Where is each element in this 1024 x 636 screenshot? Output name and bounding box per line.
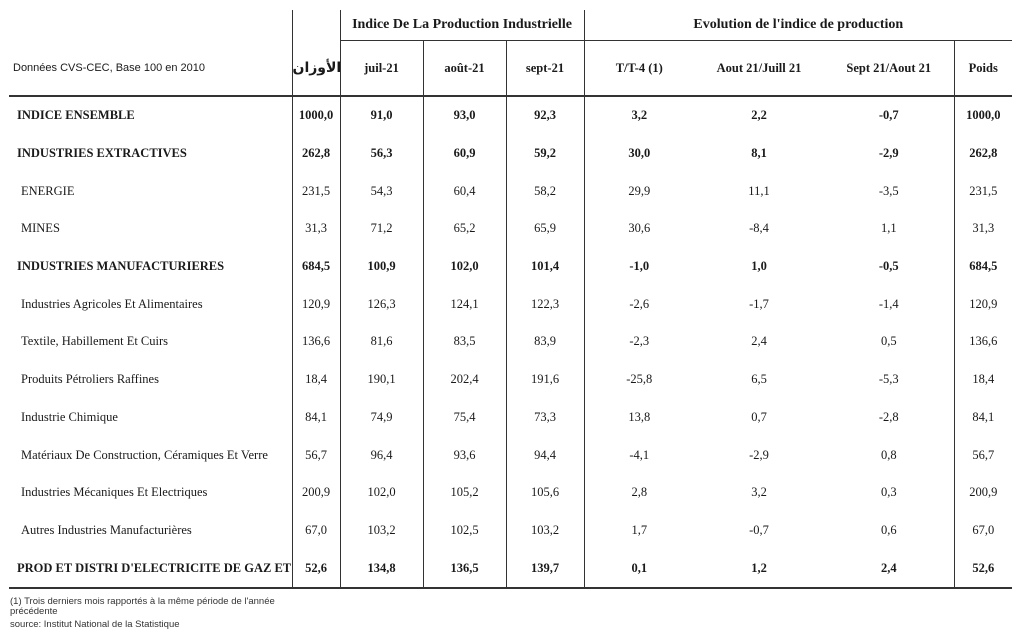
cell-jul: 74,9 bbox=[340, 399, 423, 437]
cell-weight: 52,6 bbox=[292, 549, 340, 588]
cell-jul: 56,3 bbox=[340, 135, 423, 173]
table-row bbox=[9, 436, 1012, 474]
table-row bbox=[9, 399, 1012, 437]
cell-weight: 136,6 bbox=[292, 323, 340, 361]
header-group-row bbox=[9, 10, 1012, 41]
cell-ev-aug-jul: 11,1 bbox=[748, 183, 770, 198]
cell-jul: 54,3 bbox=[340, 172, 423, 210]
cell-sep: 83,9 bbox=[506, 323, 584, 361]
cell-poids: 200,9 bbox=[954, 474, 1012, 512]
cell-weight: 56,7 bbox=[292, 436, 340, 474]
cell-ev-aug-jul: -2,9 bbox=[749, 447, 769, 462]
row-label: Textile, Habillement Et Cuirs bbox=[21, 334, 169, 349]
cell-jul: 81,6 bbox=[340, 323, 423, 361]
col-tt4: T/T-4 (1) bbox=[584, 41, 694, 97]
footnote-source: source: Institut National de la Statistique bbox=[10, 619, 180, 630]
cell-ev-aug-jul: 0,7 bbox=[751, 409, 767, 424]
cell-tt4: 30,0 bbox=[584, 135, 694, 173]
cell-sep: 59,2 bbox=[506, 135, 584, 173]
group-header-index-evolution: Evolution de l'indice de production bbox=[584, 10, 1012, 41]
cell-ev-sep-aug: -3,5 bbox=[878, 183, 899, 198]
cell-jul: 102,0 bbox=[340, 474, 423, 512]
cell-tt4: 0,1 bbox=[584, 549, 694, 588]
col-sep-21: sept-21 bbox=[506, 41, 584, 97]
cell-jul: 100,9 bbox=[340, 248, 423, 286]
cell-tt4: -25,8 bbox=[584, 361, 694, 399]
cell-ev-aug-jul: -8,4 bbox=[749, 221, 769, 236]
cell-weight: 120,9 bbox=[292, 285, 340, 323]
cell-aug: 93,0 bbox=[423, 96, 506, 135]
table-row bbox=[9, 323, 1012, 361]
cell-tt4: 3,2 bbox=[584, 96, 694, 135]
cell-poids: 120,9 bbox=[954, 285, 1012, 323]
cell-poids: 231,5 bbox=[954, 172, 1012, 210]
cell-weight: 684,5 bbox=[292, 248, 340, 286]
table-row bbox=[9, 135, 1012, 173]
cell-ev-sep-aug: -0,5 bbox=[878, 259, 899, 274]
row-label: INDICE ENSEMBLE bbox=[9, 96, 292, 135]
cell-ev-sep-aug: 0,6 bbox=[880, 522, 897, 537]
cell-weight: 18,4 bbox=[292, 361, 340, 399]
cell-sep: 191,6 bbox=[506, 361, 584, 399]
cell-tt4: 30,6 bbox=[584, 210, 694, 248]
cell-weight: 67,0 bbox=[292, 512, 340, 550]
cell-poids: 56,7 bbox=[954, 436, 1012, 474]
col-poids: Poids bbox=[954, 41, 1012, 97]
cell-sep: 94,4 bbox=[506, 436, 584, 474]
cell-ev-sep-aug: -2,9 bbox=[878, 146, 899, 161]
cell-aug: 75,4 bbox=[423, 399, 506, 437]
cell-weight: 1000,0 bbox=[292, 96, 340, 135]
column-header-row bbox=[9, 41, 1012, 97]
cell-tt4: 1,7 bbox=[584, 512, 694, 550]
cell-ev-aug-jul: 6,5 bbox=[751, 372, 767, 387]
cell-aug: 105,2 bbox=[423, 474, 506, 512]
cell-tt4: 29,9 bbox=[584, 172, 694, 210]
cell-jul: 103,2 bbox=[340, 512, 423, 550]
cell-sep: 139,7 bbox=[506, 549, 584, 588]
cell-aug: 60,4 bbox=[423, 172, 506, 210]
row-label: ENERGIE bbox=[21, 183, 75, 198]
cell-sep: 105,6 bbox=[506, 474, 584, 512]
cell-sep: 65,9 bbox=[506, 210, 584, 248]
cell-weight: 231,5 bbox=[292, 172, 340, 210]
cell-tt4: -2,6 bbox=[584, 285, 694, 323]
cell-jul: 134,8 bbox=[340, 549, 423, 588]
cell-sep: 58,2 bbox=[506, 172, 584, 210]
cell-sep: 73,3 bbox=[506, 399, 584, 437]
cell-ev-sep-aug: 2,4 bbox=[824, 549, 954, 588]
cell-poids: 684,5 bbox=[954, 248, 1012, 286]
table-row bbox=[9, 248, 1012, 286]
table-row bbox=[9, 96, 1012, 135]
col-sep-aug: Sept 21/Aout 21 bbox=[846, 60, 932, 75]
row-label: Industries Mécaniques Et Electriques bbox=[21, 485, 208, 500]
cell-aug: 83,5 bbox=[423, 323, 506, 361]
group-header-production-index: Indice De La Production Industrielle bbox=[340, 10, 584, 41]
cell-sep: 92,3 bbox=[506, 96, 584, 135]
cell-sep: 103,2 bbox=[506, 512, 584, 550]
cell-ev-sep-aug: 1,1 bbox=[880, 221, 897, 236]
cell-aug: 60,9 bbox=[423, 135, 506, 173]
table-row bbox=[9, 474, 1012, 512]
cell-ev-aug-jul: 2,2 bbox=[694, 96, 824, 135]
table-row bbox=[9, 361, 1012, 399]
cell-poids: 67,0 bbox=[954, 512, 1012, 550]
cell-aug: 65,2 bbox=[423, 210, 506, 248]
cell-ev-sep-aug: -1,4 bbox=[878, 296, 899, 311]
row-label: Industries Agricoles Et Alimentaires bbox=[21, 296, 203, 311]
cell-jul: 190,1 bbox=[340, 361, 423, 399]
table-row bbox=[9, 512, 1012, 550]
cell-ev-sep-aug: -0,7 bbox=[824, 96, 954, 135]
cell-tt4: -2,3 bbox=[584, 323, 694, 361]
cell-jul: 126,3 bbox=[340, 285, 423, 323]
col-aug-jul: Aout 21/Juill 21 bbox=[716, 60, 802, 75]
cell-ev-sep-aug: -5,3 bbox=[878, 372, 899, 387]
cell-tt4: -4,1 bbox=[584, 436, 694, 474]
col-jul-21: juil-21 bbox=[340, 41, 423, 97]
cell-poids: 84,1 bbox=[954, 399, 1012, 437]
row-label: Industrie Chimique bbox=[21, 409, 118, 424]
cell-aug: 124,1 bbox=[423, 285, 506, 323]
cell-poids: 1000,0 bbox=[954, 96, 1012, 135]
row-label: MINES bbox=[21, 221, 60, 236]
row-label: Matériaux De Construction, Céramiques Et Verre bbox=[21, 447, 268, 462]
cell-sep: 101,4 bbox=[506, 248, 584, 286]
cell-tt4: 2,8 bbox=[584, 474, 694, 512]
cell-ev-aug-jul: 8,1 bbox=[751, 146, 767, 161]
cell-weight: 200,9 bbox=[292, 474, 340, 512]
cell-aug: 93,6 bbox=[423, 436, 506, 474]
cell-ev-aug-jul: 1,2 bbox=[694, 549, 824, 588]
row-label: INDUSTRIES EXTRACTIVES bbox=[17, 146, 187, 161]
cell-tt4: 13,8 bbox=[584, 399, 694, 437]
table-row bbox=[9, 285, 1012, 323]
table-row bbox=[9, 210, 1012, 248]
table-row bbox=[9, 549, 1012, 588]
production-index-table bbox=[9, 10, 1012, 589]
cell-aug: 136,5 bbox=[423, 549, 506, 588]
cell-weight: 262,8 bbox=[292, 135, 340, 173]
row-label: Produits Pétroliers Raffines bbox=[21, 372, 159, 387]
cell-ev-sep-aug: 0,3 bbox=[880, 485, 897, 500]
row-label: Autres Industries Manufacturières bbox=[21, 522, 192, 537]
cell-tt4: -1,0 bbox=[584, 248, 694, 286]
cell-poids: 52,6 bbox=[954, 549, 1012, 588]
row-label: PROD ET DISTRI D'ELECTRICITE DE GAZ ET bbox=[9, 549, 292, 588]
cell-ev-aug-jul: -1,7 bbox=[749, 296, 769, 311]
col-aug-21: août-21 bbox=[423, 41, 506, 97]
table-row bbox=[9, 172, 1012, 210]
cell-weight: 31,3 bbox=[292, 210, 340, 248]
cell-ev-aug-jul: 1,0 bbox=[751, 259, 767, 274]
cell-ev-sep-aug: 0,5 bbox=[880, 334, 897, 349]
cell-ev-aug-jul: 3,2 bbox=[751, 485, 767, 500]
cell-ev-sep-aug: -2,8 bbox=[878, 409, 899, 424]
footnote-period: (1) Trois derniers mois rapportés à la même période de l'année précédente bbox=[10, 596, 275, 617]
row-label: INDUSTRIES MANUFACTURIERES bbox=[17, 259, 225, 274]
cell-poids: 262,8 bbox=[954, 135, 1012, 173]
cell-poids: 136,6 bbox=[954, 323, 1012, 361]
cell-poids: 18,4 bbox=[954, 361, 1012, 399]
cell-jul: 71,2 bbox=[340, 210, 423, 248]
cell-ev-aug-jul: -0,7 bbox=[749, 522, 769, 537]
col-weights-arabic: الأوزان bbox=[292, 41, 340, 97]
cell-ev-aug-jul: 2,4 bbox=[751, 334, 767, 349]
cell-aug: 102,5 bbox=[423, 512, 506, 550]
cell-weight: 84,1 bbox=[292, 399, 340, 437]
cell-ev-sep-aug: 0,8 bbox=[880, 447, 897, 462]
cell-jul: 91,0 bbox=[340, 96, 423, 135]
cell-aug: 202,4 bbox=[423, 361, 506, 399]
cell-jul: 96,4 bbox=[340, 436, 423, 474]
cell-aug: 102,0 bbox=[423, 248, 506, 286]
data-source-note: Données CVS-CEC, Base 100 en 2010 bbox=[13, 61, 206, 74]
cell-sep: 122,3 bbox=[506, 285, 584, 323]
cell-poids: 31,3 bbox=[954, 210, 1012, 248]
